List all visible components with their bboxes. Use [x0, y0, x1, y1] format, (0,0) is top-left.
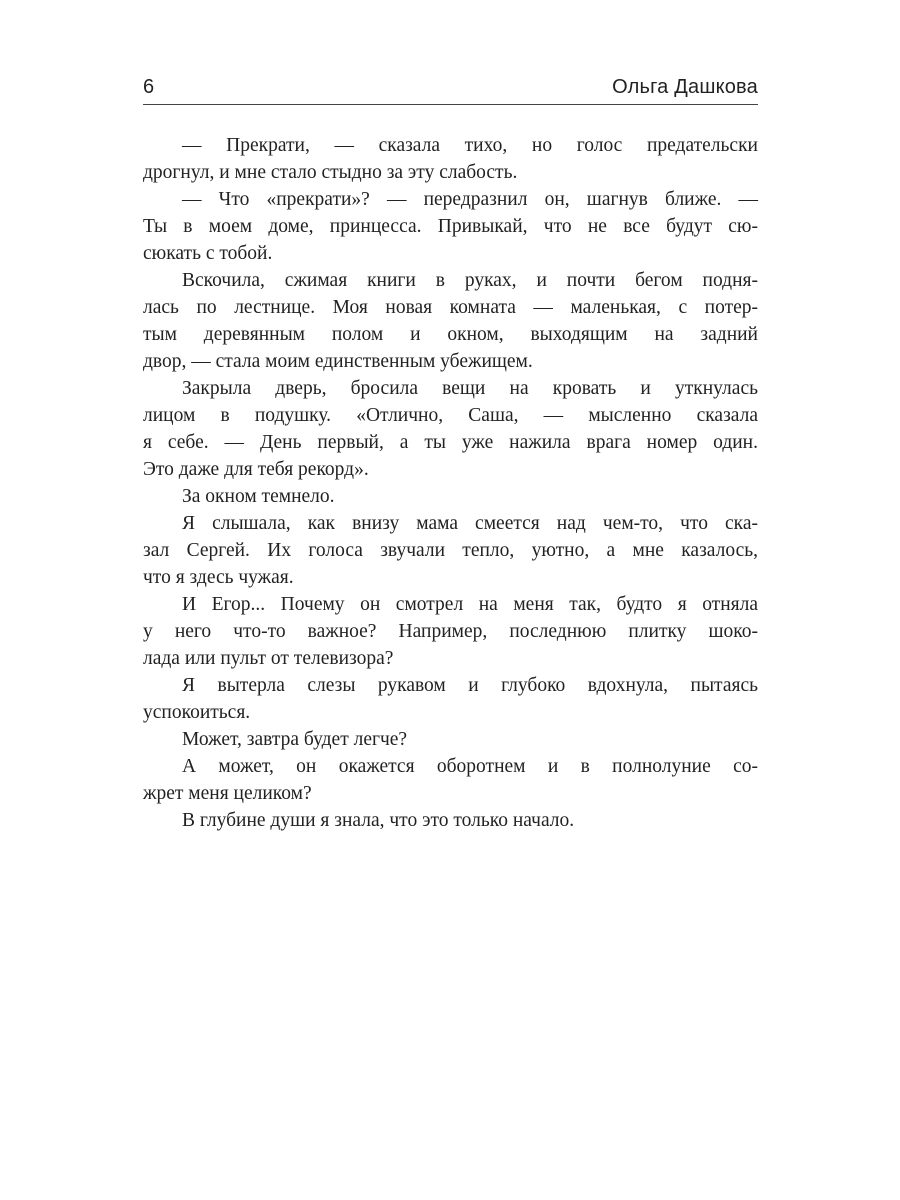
text-line: дрогнул, и мне стало стыдно за эту слабость.: [143, 162, 518, 183]
text-line: Это даже для тебя рекорд».: [143, 459, 369, 480]
text-line: Закрыла дверь, бросила вещи на кровать и уткнулась: [182, 378, 758, 399]
text-line: Я слышала, как внизу мама смеется над чем-то, что ска-: [182, 513, 758, 534]
text-line: Вскочила, сжимая книги в руках, и почти бегом подня-: [182, 270, 758, 291]
page-number: 6: [143, 76, 155, 98]
text-line: В глубине души я знала, что это только начало.: [182, 810, 575, 831]
text-line: Я вытерла слезы рукавом и глубоко вдохнула, пытаясь: [182, 675, 758, 696]
author-name: Ольга Дашкова: [612, 76, 758, 98]
text-line: успокоиться.: [143, 702, 251, 723]
text-line: А может, он окажется оборотнем и в полнолуние со-: [182, 756, 758, 777]
text-line: тым деревянным полом и окном, выходящим на задний: [143, 324, 758, 345]
text-line: За окном темнело.: [182, 486, 335, 507]
text-line: Ты в моем доме, принцесса. Привыкай, что не все будут сю-: [143, 216, 758, 237]
text-line: Может, завтра будет легче?: [182, 729, 408, 750]
text-line: лицом в подушку. «Отлично, Саша, — мысленно сказала: [143, 405, 758, 426]
text-line: зал Сергей. Их голоса звучали тепло, уютно, а мне казалось,: [143, 540, 758, 561]
text-line: двор, — стала моим единственным убежищем.: [143, 351, 533, 372]
text-line: лада или пульт от телевизора?: [143, 648, 394, 669]
text-line: — Прекрати, — сказала тихо, но голос предательски: [182, 135, 758, 156]
text-line: у него что-то важное? Например, последнюю плитку шоко-: [143, 621, 758, 642]
text-line: лась по лестнице. Моя новая комната — маленькая, с потер-: [143, 297, 758, 318]
text-line: жрет меня целиком?: [143, 783, 312, 804]
running-header: [143, 72, 758, 105]
text-line: что я здесь чужая.: [143, 567, 294, 588]
text-line: — Что «прекрати»? — передразнил он, шагнув ближе. —: [182, 189, 758, 210]
text-line: я себе. — День первый, а ты уже нажила врага номер один.: [143, 432, 758, 453]
body-text: [143, 132, 758, 834]
text-line: сюкать с тобой.: [143, 243, 273, 264]
book-page: [143, 72, 758, 834]
text-line: И Егор... Почему он смотрел на меня так, будто я отняла: [182, 594, 758, 615]
